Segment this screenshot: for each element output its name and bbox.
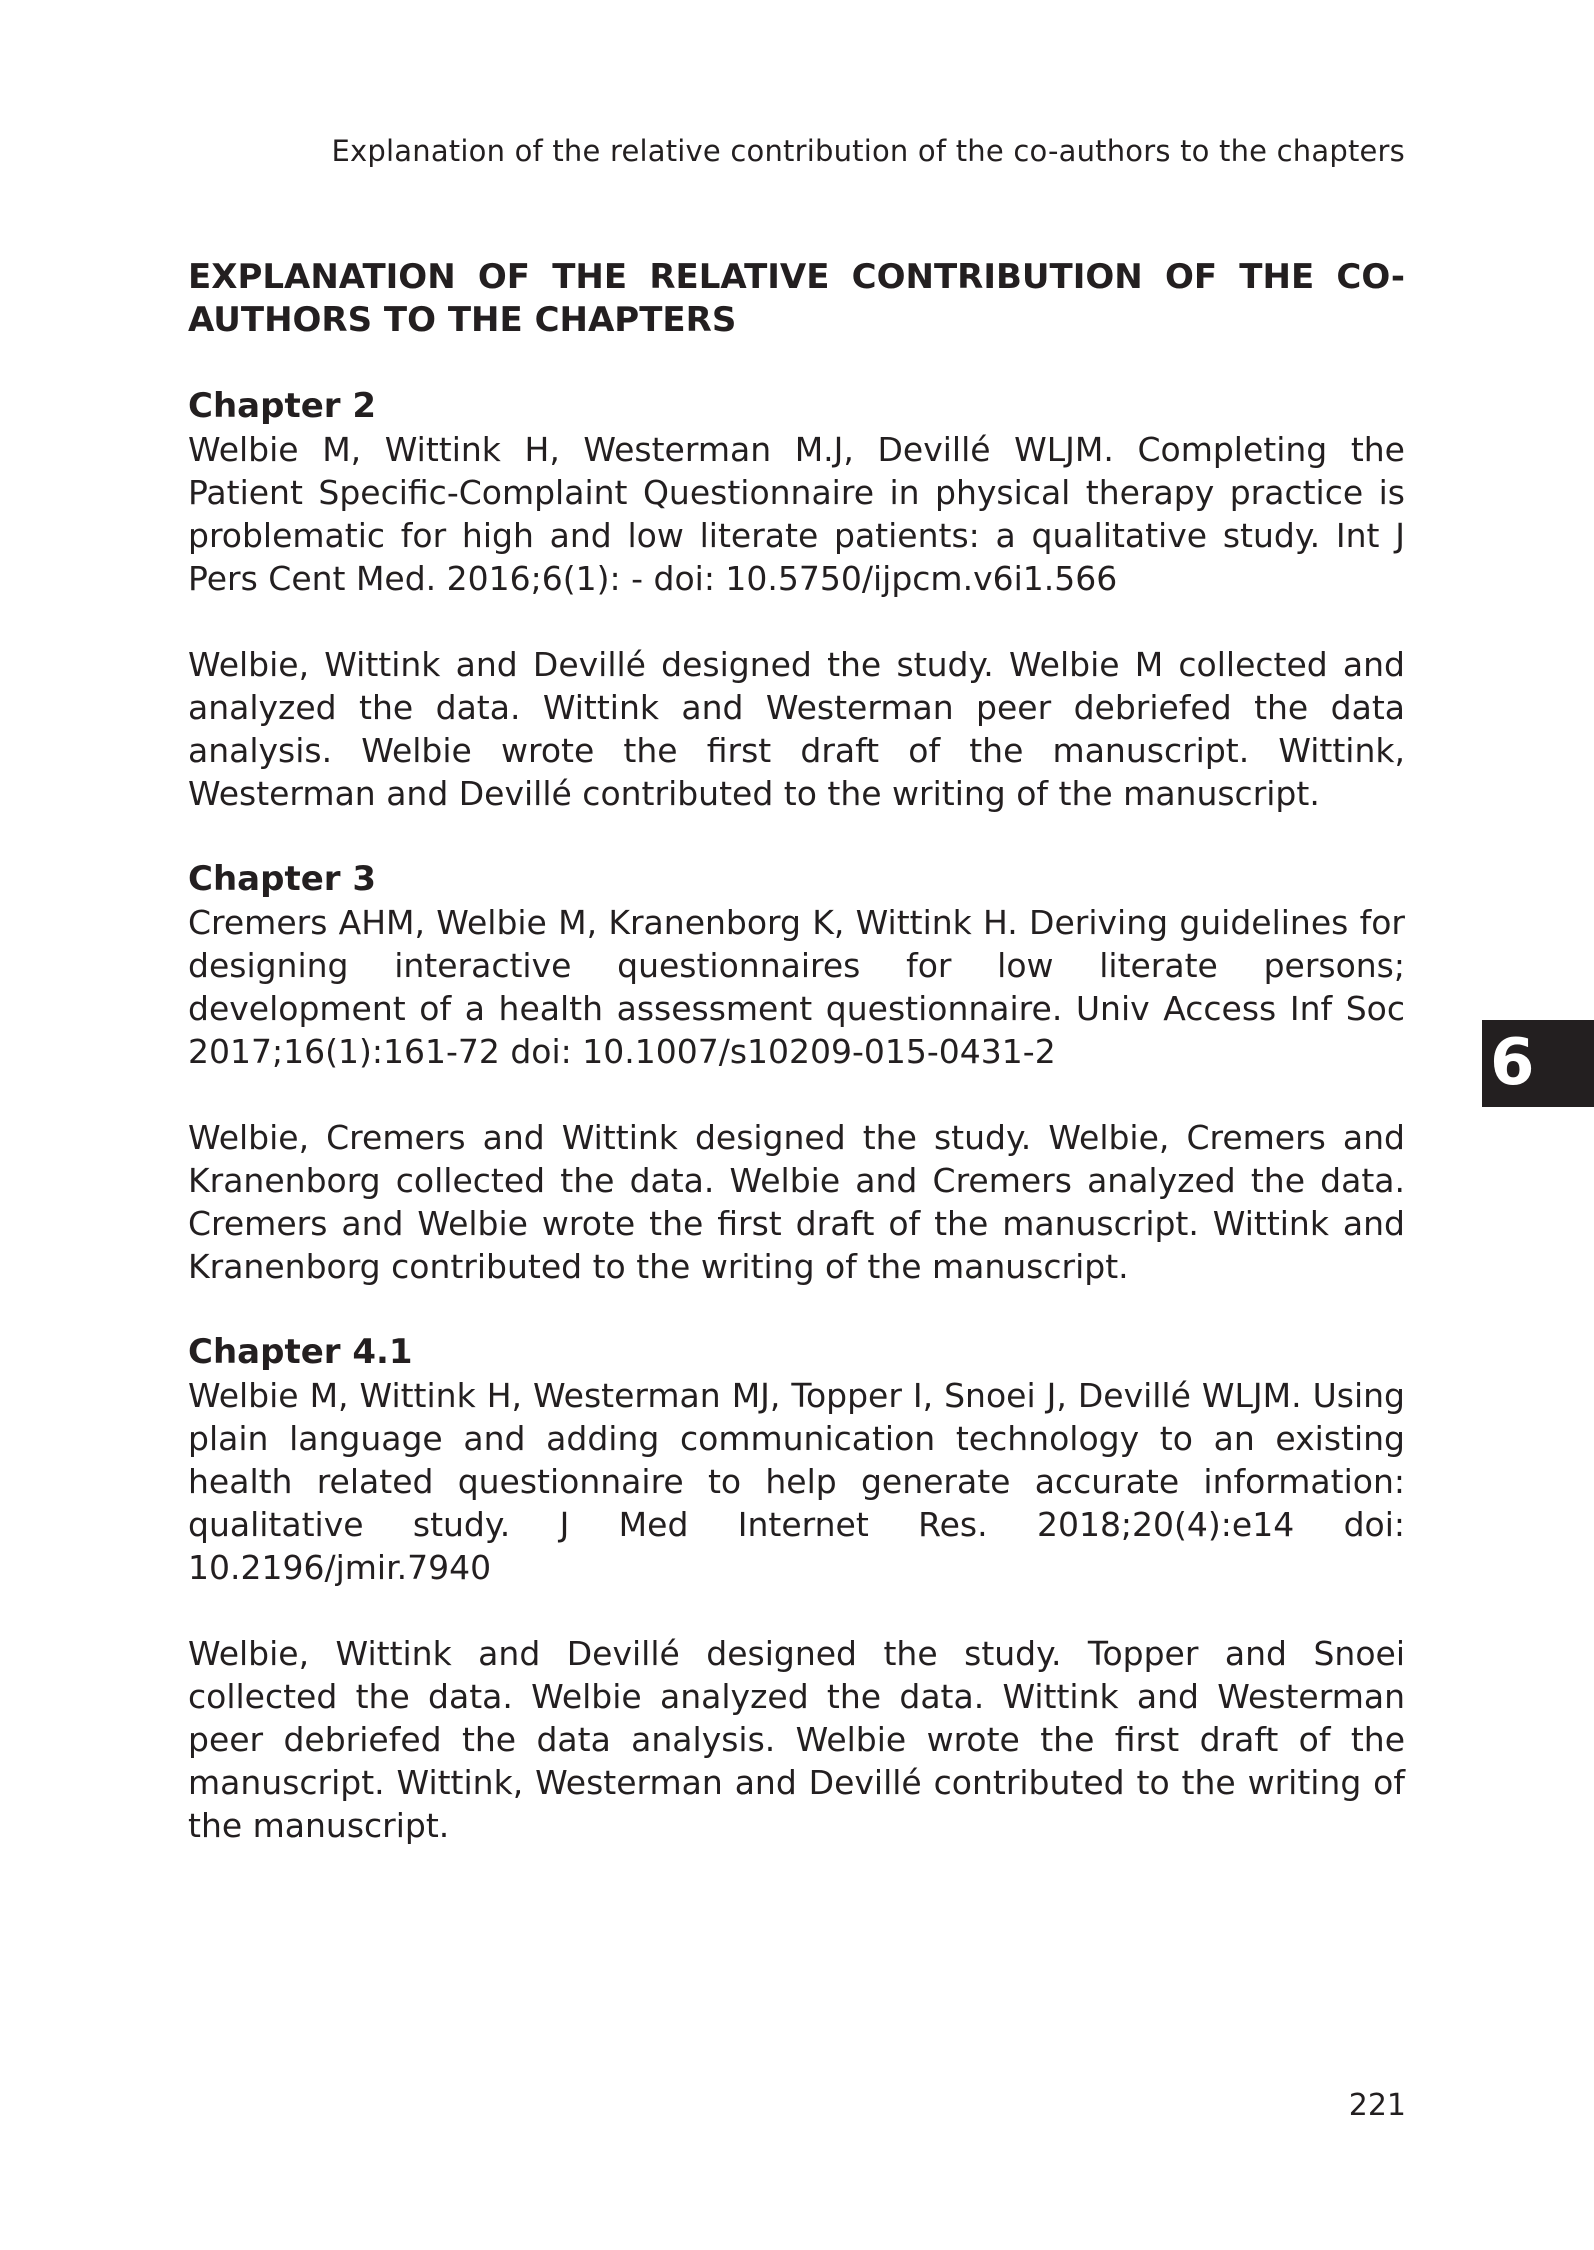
chapter-citation: Welbie M, Wittink H, Westerman M.J, Devillé WLJM. Completing the Patient Specific-Complaint Questionnaire in physical therapy practice is problematic for high and low literate patients: a qualitative study. Int J Pers Cent Med. 2016;6(1): - doi: 10.5750/ijpcm.v6i1.566 [188,430,1405,598]
page-number: 221 [1348,2088,1406,2123]
chapter-heading: Chapter 4.1 [188,1332,413,1372]
chapter-citation: Welbie M, Wittink H, Westerman MJ, Topper I, Snoei J, Devillé WLJM. Using plain language and adding communication technology to an existing health related questionnaire to help generate accurate information: qualitative study. J Med Internet Res. 2018;20(4):e14 doi: 10.2196/jmir.7940 [188,1376,1405,1587]
page-title: EXPLANATION OF THE RELATIVE CONTRIBUTION OF THE CO-AUTHORS TO THE CHAPTERS [188,257,1405,340]
page-content [188,256,1405,1890]
chapter-contribution: Welbie, Wittink and Devillé designed the study. Welbie M collected and analyzed the data. Wittink and Westerman peer debriefed the data analysis. Welbie wrote the first draft of the manuscript. Wittink, Westerman and Devillé contributed to the writing of the manuscript. [188,645,1405,813]
chapter-heading: Chapter 3 [188,859,377,899]
chapter-heading: Chapter 2 [188,386,377,426]
chapter-section [188,858,1405,1288]
chapter-citation: Cremers AHM, Welbie M, Kranenborg K, Wittink H. Deriving guidelines for designing interactive questionnaires for low literate persons; development of a health assessment questionnaire. Univ Access Inf Soc 2017;16(1):161-72 doi: 10.1007/s10209-015-0431-2 [188,903,1405,1071]
chapter-tab: 6 [1482,1020,1594,1107]
chapter-section [188,385,1405,815]
running-header: Explanation of the relative contribution of the co-authors to the chapters [331,134,1405,168]
chapter-section [188,1331,1405,1847]
chapter-contribution: Welbie, Wittink and Devillé designed the study. Topper and Snoei collected the data. Welbie analyzed the data. Wittink and Westerman peer debriefed the data analysis. Welbie wrote the first draft of the manuscript. Wittink, Westerman and Devillé contributed to the writing of the manuscript. [188,1634,1405,1845]
chapter-contribution: Welbie, Cremers and Wittink designed the study. Welbie, Cremers and Kranenborg collected the data. Welbie and Cremers analyzed the data. Cremers and Welbie wrote the first draft of the manuscript. Wittink and Kranenborg contributed to the writing of the manuscript. [188,1118,1405,1286]
